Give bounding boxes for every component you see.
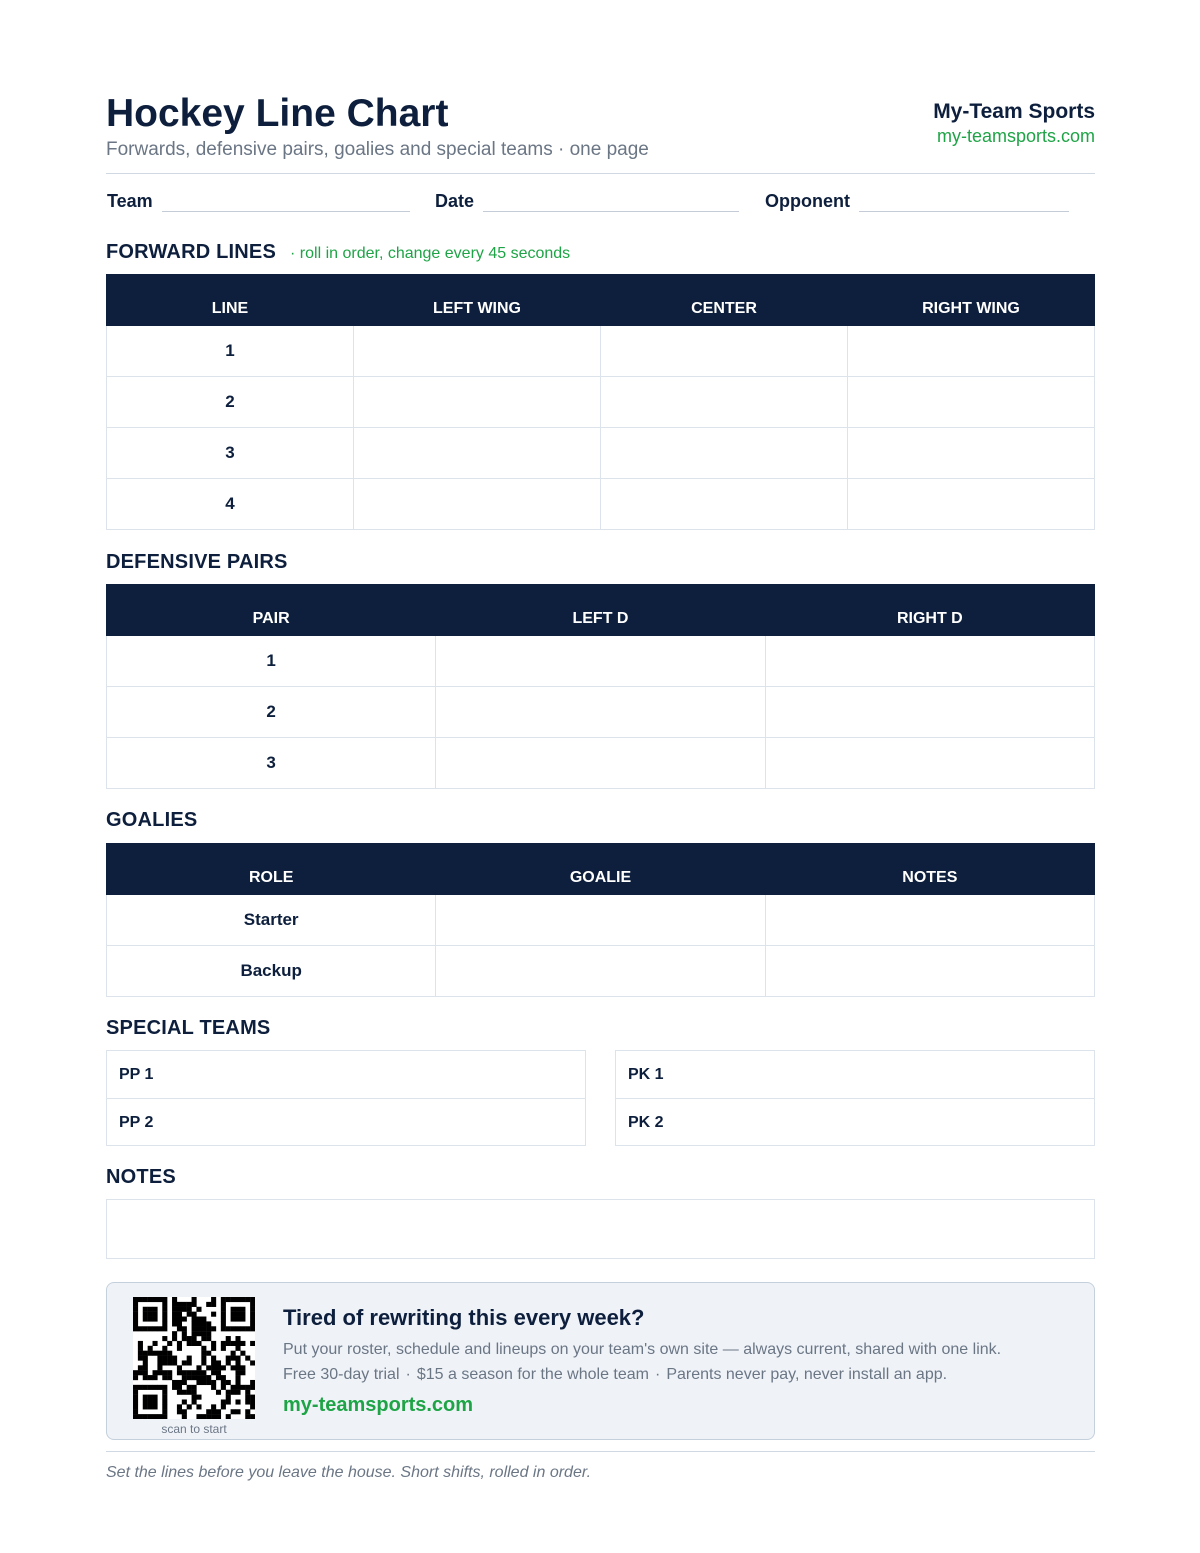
team-field (107, 190, 410, 212)
forward-lines-title: FORWARD LINES (106, 241, 277, 263)
footer-tagline: Set the lines before you leave the house. Short shifts, rolled in order. (106, 1464, 592, 1481)
right-wing-cell[interactable] (848, 377, 1095, 428)
column-header: PAIR (107, 585, 436, 636)
promo-description: Put your roster, schedule and lineups on your team's own site — always current, shared with one link. (283, 1341, 1002, 1358)
column-header: LINE (107, 275, 354, 326)
pp1-row[interactable]: PP 1 (119, 1066, 154, 1083)
column-header: RIGHT WING (848, 275, 1095, 326)
power-play-box (106, 1050, 586, 1146)
column-header: GOALIE (436, 844, 765, 895)
left-wing-cell[interactable] (354, 377, 601, 428)
table-header-row (107, 844, 1095, 895)
center-cell[interactable] (601, 428, 848, 479)
page-header (106, 92, 1095, 174)
column-header: RIGHT D (765, 585, 1094, 636)
opponent-field (765, 190, 1069, 212)
brand-url-link[interactable]: my-teamsports.com (936, 126, 1095, 146)
right-d-cell[interactable] (765, 636, 1094, 687)
opponent-label: Opponent (765, 191, 850, 211)
team-label: Team (107, 191, 153, 211)
right-wing-cell[interactable] (848, 479, 1095, 530)
role-label: Starter (107, 895, 436, 946)
right-d-cell[interactable] (765, 738, 1094, 789)
line-number: 4 (107, 479, 354, 530)
date-label: Date (435, 191, 475, 211)
pair-number: 2 (107, 687, 436, 738)
table-row (107, 326, 1095, 377)
special-teams-heading: SPECIAL TEAMS (106, 1017, 271, 1039)
goalies-heading: GOALIES (106, 809, 198, 831)
table-row (107, 895, 1095, 946)
date-input-line[interactable] (483, 190, 739, 212)
meta-row (106, 190, 1095, 214)
goalies-table (106, 843, 1095, 997)
goalie-cell[interactable] (436, 946, 765, 997)
promo-title: Tired of rewriting this every week? (283, 1305, 645, 1330)
column-header: LEFT D (436, 585, 765, 636)
defensive-pairs-heading: DEFENSIVE PAIRS (106, 551, 288, 573)
left-wing-cell[interactable] (354, 326, 601, 377)
feature-trial: Free 30-day trial (283, 1366, 400, 1383)
table-header-row (107, 585, 1095, 636)
pk1-row[interactable]: PK 1 (628, 1066, 664, 1083)
date-field (435, 190, 739, 212)
brand-block (933, 100, 1095, 147)
table-row (107, 428, 1095, 479)
goalie-cell[interactable] (436, 895, 765, 946)
opponent-input-line[interactable] (859, 190, 1069, 212)
column-header: CENTER (601, 275, 848, 326)
center-cell[interactable] (601, 479, 848, 530)
notes-area[interactable] (106, 1199, 1095, 1259)
center-cell[interactable] (601, 326, 848, 377)
right-wing-cell[interactable] (848, 326, 1095, 377)
table-row (107, 738, 1095, 789)
left-d-cell[interactable] (436, 636, 765, 687)
forward-lines-note: · roll in order, change every 45 seconds (290, 245, 571, 262)
team-input-line[interactable] (162, 190, 410, 212)
footer-divider (106, 1451, 1095, 1452)
feature-parents: Parents never pay, never install an app. (666, 1366, 948, 1383)
left-wing-cell[interactable] (354, 479, 601, 530)
brand-name: My-Team Sports (933, 100, 1095, 123)
page-title: Hockey Line Chart (106, 92, 449, 135)
penalty-kill-box (615, 1050, 1095, 1146)
page-subtitle: Forwards, defensive pairs, goalies and special teams · one page (106, 139, 649, 160)
defensive-pairs-table (106, 584, 1095, 789)
table-row (107, 946, 1095, 997)
line-number: 1 (107, 326, 354, 377)
column-header: LEFT WING (354, 275, 601, 326)
qr-code-icon[interactable] (133, 1297, 255, 1419)
forward-lines-table (106, 274, 1095, 530)
table-row (107, 636, 1095, 687)
line-number: 3 (107, 428, 354, 479)
table-row (107, 687, 1095, 738)
pair-number: 1 (107, 636, 436, 687)
table-header-row (107, 275, 1095, 326)
pk2-row[interactable]: PK 2 (616, 1098, 1094, 1145)
promo-banner (106, 1282, 1095, 1440)
pair-number: 3 (107, 738, 436, 789)
center-cell[interactable] (601, 377, 848, 428)
promo-features (283, 1366, 947, 1384)
column-header: NOTES (765, 844, 1094, 895)
line-number: 2 (107, 377, 354, 428)
qr-caption: scan to start (161, 1422, 227, 1436)
left-wing-cell[interactable] (354, 428, 601, 479)
promo-url-link[interactable]: my-teamsports.com (283, 1394, 474, 1416)
table-row (107, 479, 1095, 530)
pp2-row[interactable]: PP 2 (107, 1098, 585, 1145)
notes-cell[interactable] (765, 895, 1094, 946)
notes-heading: NOTES (106, 1166, 176, 1188)
table-row (107, 377, 1095, 428)
feature-price: $15 a season for the whole team (416, 1366, 649, 1383)
notes-cell[interactable] (765, 946, 1094, 997)
role-label: Backup (107, 946, 436, 997)
right-d-cell[interactable] (765, 687, 1094, 738)
left-d-cell[interactable] (436, 687, 765, 738)
separator-dot: · (405, 1366, 411, 1383)
left-d-cell[interactable] (436, 738, 765, 789)
column-header: ROLE (107, 844, 436, 895)
right-wing-cell[interactable] (848, 428, 1095, 479)
forward-lines-heading (106, 241, 570, 264)
separator-dot: · (654, 1366, 661, 1383)
